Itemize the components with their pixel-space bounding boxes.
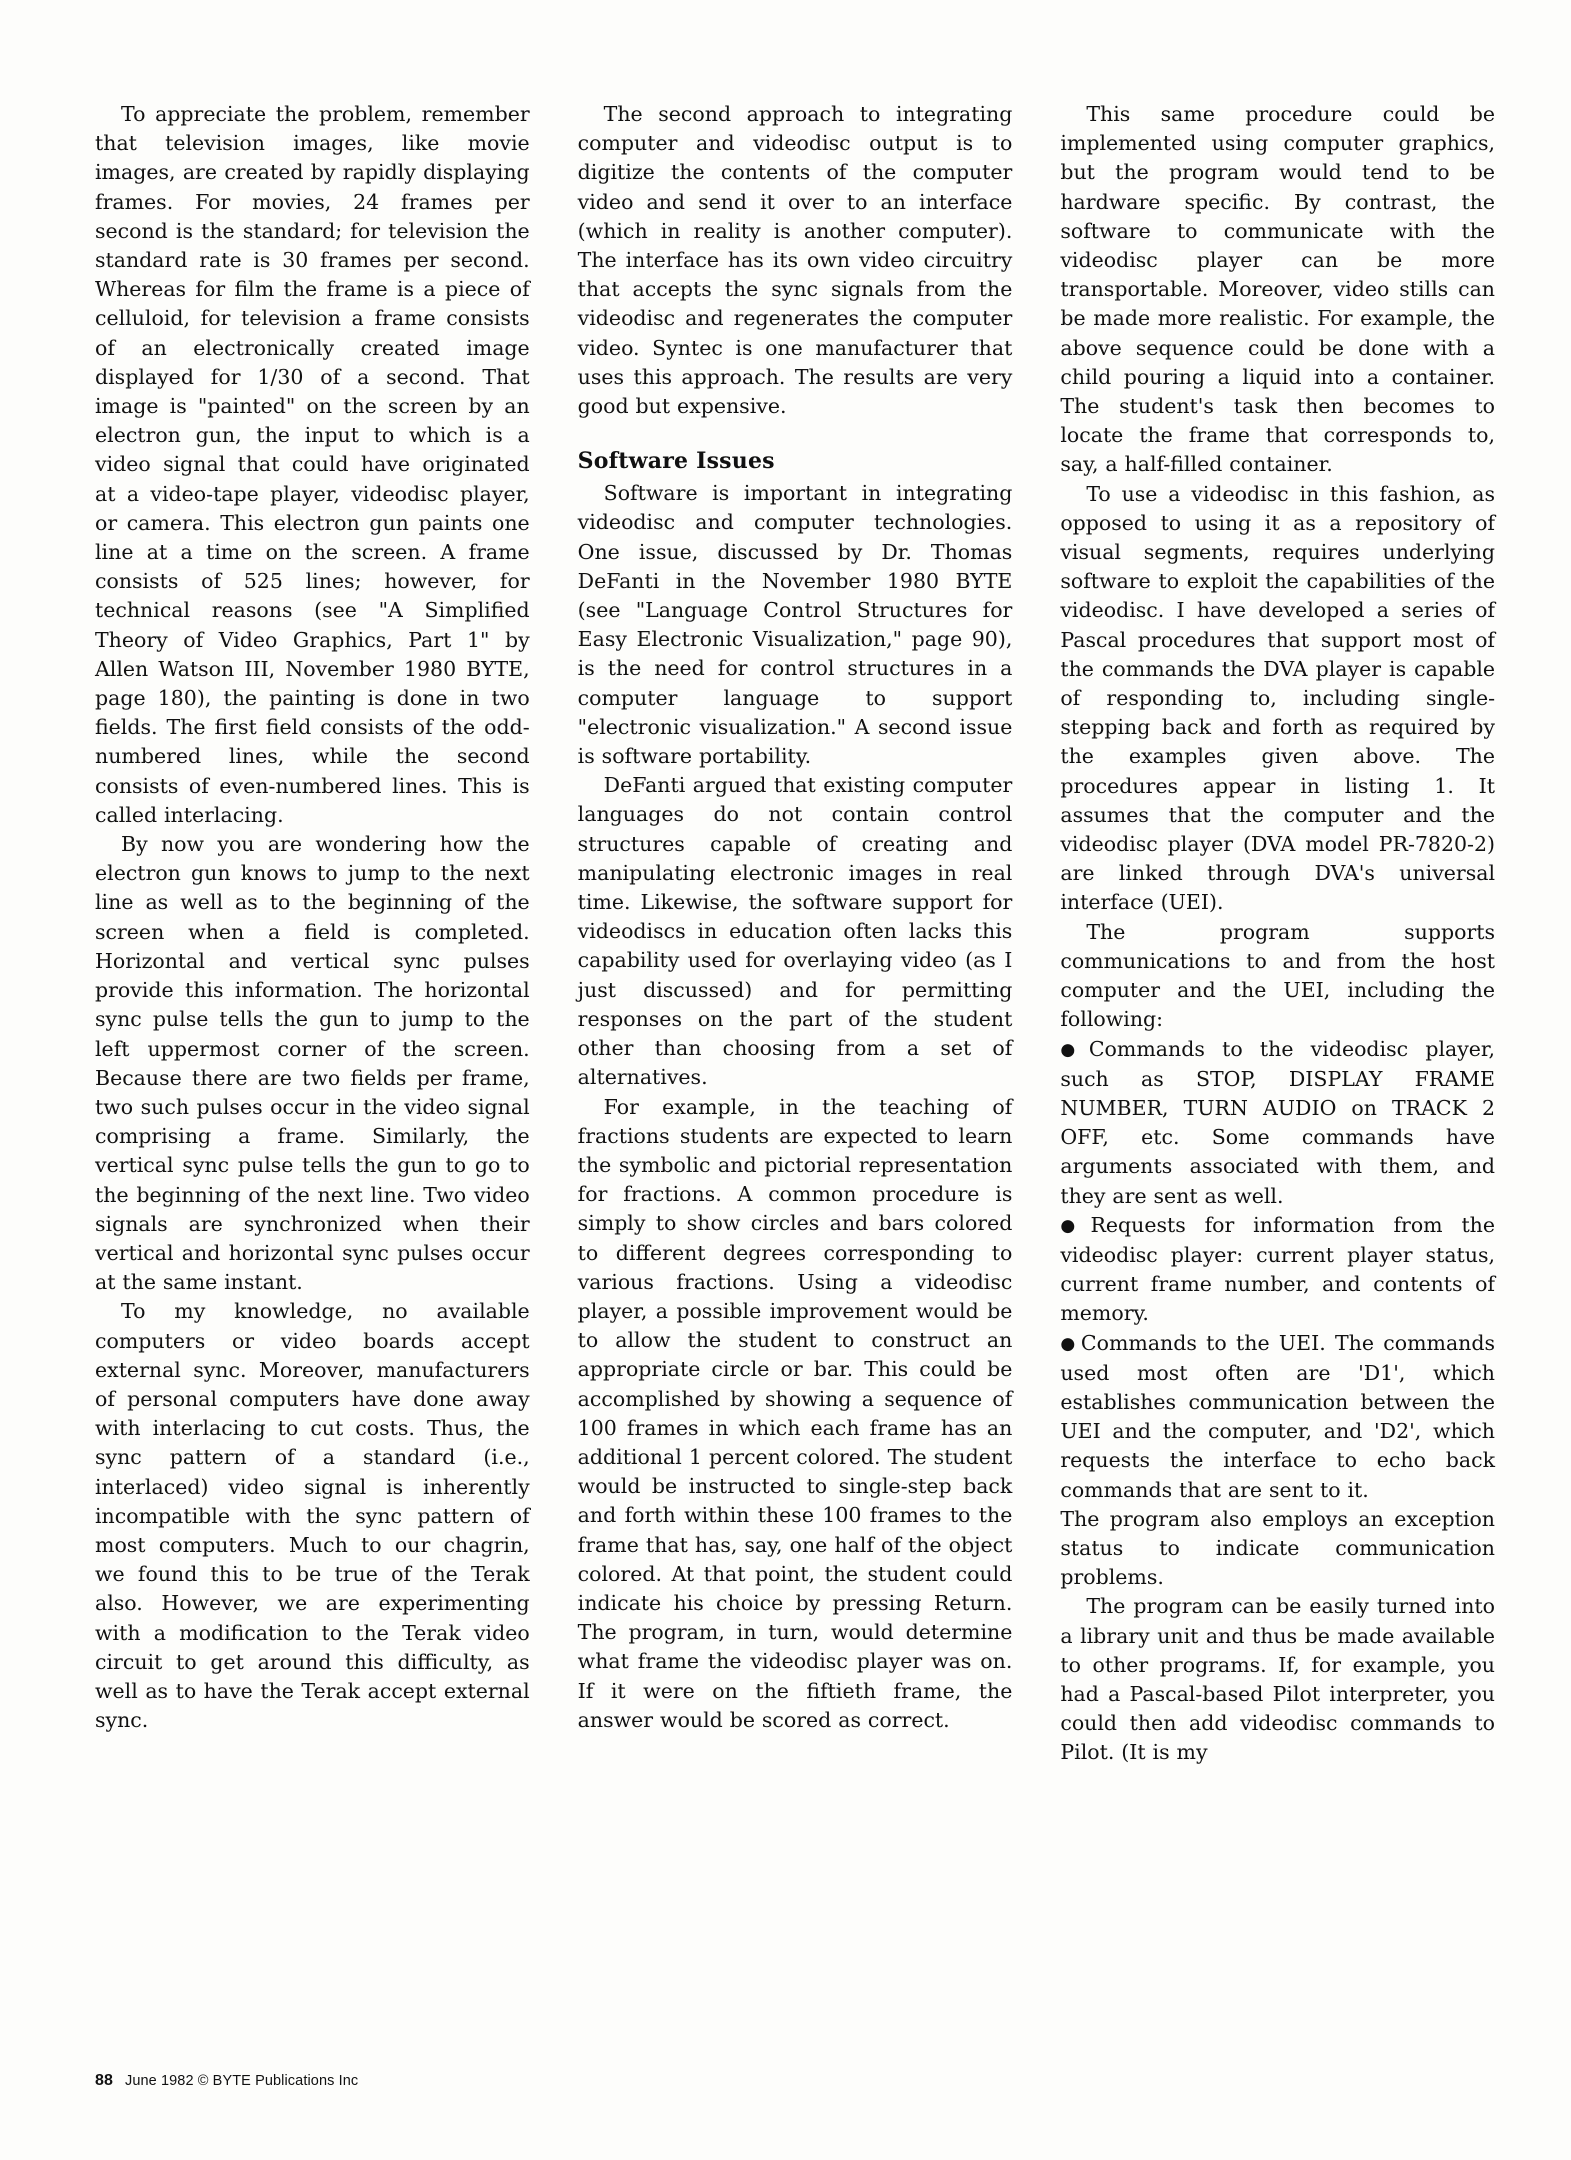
bullet-dot: ● [1060,1039,1089,1060]
bullet-text: Requests for information from the videodisc player: current player status, current frame number, and contents of memory. [1060,1212,1496,1326]
bullet-text: Commands to the UEI. The commands used most often are 'D1', which establishes communication between the UEI and the computer, and 'D2', which requests the interface to echo back commands that are sent to it. [1060,1330,1496,1502]
page-number: 88 [95,2072,113,2089]
bullet-dot: ● [1060,1333,1081,1354]
paragraph: DeFanti argued that existing computer languages do not contain control structures capable of creating and manipulating electronic images in real time. Likewise, the software support for videodiscs in education often lacks this capability used for overlaying video (as I just discussed) and for permitting responses on the part of the student other than choosing from a set of alternatives. [577,773,1013,1090]
paragraph: To appreciate the problem, remember that television images, like movie images, are created by rapidly displaying frames. For movies, 24 frames per second is the standard; for television the standard rate is 30 frames per second. Whereas for film the frame is a piece of celluloid, for television a frame consists of an electronically created image displayed for 1/30 of a second. That image is "painted" on the screen by an electron gun, the input to which is a video signal that could have originated at a video-tape player, videodisc player, or camera. This electron gun paints one line at a time on the screen. A frame consists of 525 lines; however, for technical reasons (see "A Simplified Theory of Video Graphics, Part 1" by Allen Watson III, November 1980 BYTE, page 180), the painting is done in two fields. The first field consists of the odd-numbered lines, while the second consists of even-numbered lines. This is called interlacing. [95,102,530,827]
paragraph: Software is important in integrating videodisc and computer technologies. One issue, discussed by Dr. Thomas DeFanti in the November 1980 BYTE (see "Language Control Structures for Easy Electronic Visualization," page 90), is the need for control structures in a computer language to support "electronic visualization." A second issue is software portability. [577,481,1013,769]
paragraph: The program supports communications to and from the host computer and the UEI, including the following: [1060,919,1496,1032]
column-one [95,100,530,1768]
paragraph: To use a videodisc in this fashion, as opposed to using it as a repository of visual segments, requires underlying software to exploit the capabilities of the videodisc. I have developed a series of Pascal procedures that support most of the commands the DVA player is capable of responding to, including single-stepping back and forth as required by the examples given above. The procedures appear in listing 1. It assumes that the computer and the videodisc player (DVA model PR-7820-2) are linked through DVA's universal interface (UEI). [1060,481,1496,915]
footer-copyright: June 1982 © BYTE Publications Inc [125,2073,359,2089]
bullet-item [1060,1329,1495,1505]
bullet-item [1060,1035,1495,1211]
paragraph: The program also employs an exception status to indicate communication problems. [1060,1506,1496,1590]
column-two [578,100,1013,1768]
bullet-item [1060,1211,1495,1329]
bullet-text: Commands to the videodisc player, such as STOP, DISPLAY FRAME NUMBER, TURN AUDIO on TRACK 2 OFF, etc. Some commands have arguments associated with them, and they are sent as well. [1060,1036,1496,1208]
paragraph: The program can be easily turned into a library unit and thus be made available to other programs. If, for example, you had a Pascal-based Pilot interpreter, you could then add videodisc commands to Pilot. (It is my [1060,1594,1496,1765]
paragraph: The second approach to integrating computer and videodisc output is to digitize the contents of the computer video and send it over to an interface (which in reality is another computer). The interface has its own video circuitry that accepts the sync signals from the videodisc and regenerates the computer video. Syntec is one manufacturer that uses this approach. The results are very good but expensive. [577,102,1013,419]
paragraph: For example, in the teaching of fractions students are expected to learn the symbolic and pictorial representation for fractions. A common procedure is simply to show circles and bars colored to different degrees corresponding to various fractions. Using a videodisc player, a possible improvement would be to allow the student to construct an appropriate circle or bar. This could be accomplished by showing a sequence of 100 frames in which each frame has an additional 1 percent colored. The student would be instructed to single-step back and forth within these 100 frames to the frame that has, say, one half of the object colored. At that point, the student could indicate his choice by pressing Return. The program, in turn, would determine what frame the videodisc player was on. If it were on the fiftieth frame, the answer would be scored as correct. [577,1094,1013,1732]
article-columns [95,100,1495,1768]
paragraph: By now you are wondering how the electron gun knows to jump to the next line as well as to the beginning of the screen when a field is completed. Horizontal and vertical sync pulses provide this information. The horizontal sync pulse tells the gun to jump to the left uppermost corner of the screen. Because there are two fields per frame, two such pulses occur in the video signal comprising a frame. Similarly, the vertical sync pulse tells the gun to go to the beginning of the next line. Two video signals are synchronized when their vertical and horizontal sync pulses occur at the same instant. [95,832,530,1295]
paragraph: This same procedure could be implemented using computer graphics, but the program would tend to be hardware specific. By contrast, the software to communicate with the videodisc player can be more transportable. Moreover, video stills can be made more realistic. For example, the above sequence could be done with a child pouring a liquid into a container. The student's task then becomes to locate the frame that corresponds to, say, a half-filled container. [1060,102,1496,477]
column-three [1060,100,1495,1768]
section-heading-software-issues: Software Issues [577,448,775,475]
page-footer [95,2072,358,2090]
paragraph: To my knowledge, no available computers or video boards accept external sync. Moreover, manufacturers of personal computers have done away with interlacing to cut costs. Thus, the sync pattern of a standard (i.e., interlaced) video signal is inherently incompatible with the sync pattern of most computers. Much to our chagrin, we found this to be true of the Terak also. However, we are experimenting with a modification to the Terak video circuit to get around this difficulty, as well as to have the Terak accept external sync. [95,1299,530,1733]
bullet-dot: ● [1060,1215,1091,1236]
